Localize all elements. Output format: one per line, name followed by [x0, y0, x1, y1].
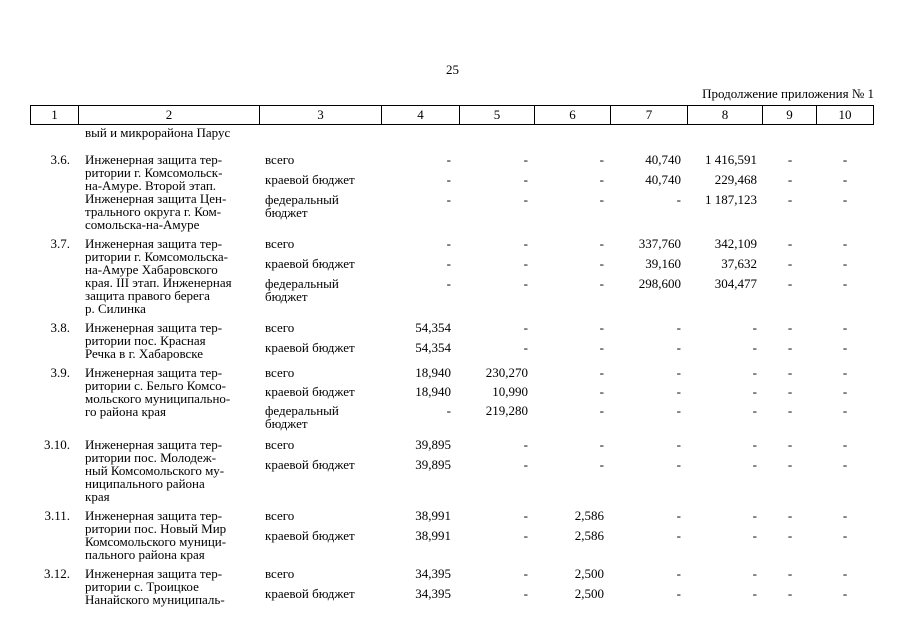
funding-source: бюджет: [265, 416, 308, 431]
amount-cell: -: [842, 586, 848, 601]
amount-cell: -: [599, 403, 604, 418]
amount-cell: 2,586: [574, 508, 604, 523]
event-name-line: Инженерная защита тер-: [85, 566, 223, 581]
column-header: 3: [260, 106, 382, 125]
amount-cell: 219,280: [485, 403, 528, 418]
amount-cell: -: [676, 403, 681, 418]
amount-cell: 10,990: [492, 384, 528, 399]
amount-cell: 1 416,591: [705, 152, 757, 167]
amount-cell: -: [842, 320, 848, 335]
amount-cell: -: [752, 384, 757, 399]
amount-cell: -: [676, 437, 681, 452]
funding-source: федеральный: [265, 276, 339, 291]
event-name-line: ритории пос. Новый Мир: [85, 521, 227, 536]
amount-cell: 2,500: [574, 586, 604, 601]
amount-cell: -: [676, 528, 681, 543]
amount-cell: -: [842, 365, 848, 380]
amount-cell: -: [842, 256, 848, 271]
funding-source: краевой бюджет: [265, 586, 355, 601]
amount-cell: -: [523, 566, 528, 581]
event-name-line: на-Амуре Хабаровского: [85, 262, 218, 277]
amount-cell: 229,468: [714, 172, 757, 187]
amount-cell: -: [752, 437, 757, 452]
event-name-line: Инженерная защита Цен-: [85, 191, 227, 206]
amount-cell: -: [752, 365, 757, 380]
funding-source: всего: [265, 566, 295, 581]
funding-source: краевой бюджет: [265, 384, 355, 399]
amount-cell: 2,500: [574, 566, 604, 581]
amount-cell: -: [523, 172, 528, 187]
amount-cell: -: [787, 457, 793, 472]
row-number: 3.9.: [50, 365, 70, 380]
amount-cell: -: [787, 172, 793, 187]
row-number: 3.7.: [50, 236, 70, 251]
column-header-row: [30, 105, 874, 125]
amount-cell: 54,354: [415, 320, 451, 335]
amount-cell: -: [523, 256, 528, 271]
event-name-line: Нанайского муниципаль-: [85, 592, 225, 607]
amount-cell: -: [676, 566, 681, 581]
column-header: 7: [611, 106, 688, 125]
amount-cell: -: [523, 192, 528, 207]
amount-cell: -: [523, 437, 528, 452]
amount-cell: -: [787, 566, 793, 581]
amount-cell: -: [842, 236, 848, 251]
funding-source: краевой бюджет: [265, 340, 355, 355]
event-name-line: Инженерная защита тер-: [85, 508, 223, 523]
amount-cell: -: [446, 403, 451, 418]
amount-cell: 37,632: [721, 256, 757, 271]
event-name-line: Инженерная защита тер-: [85, 320, 223, 335]
funding-source: всего: [265, 320, 295, 335]
event-name-line: пального района края: [85, 547, 205, 562]
continuation-note: Продолжение приложения № 1: [702, 86, 874, 101]
event-name-line: Инженерная защита тер-: [85, 152, 223, 167]
amount-cell: 2,586: [574, 528, 604, 543]
amount-cell: -: [599, 437, 604, 452]
amount-cell: -: [787, 365, 793, 380]
amount-cell: -: [523, 457, 528, 472]
amount-cell: -: [599, 172, 604, 187]
amount-cell: -: [787, 320, 793, 335]
amount-cell: -: [842, 152, 848, 167]
amount-cell: -: [752, 457, 757, 472]
amount-cell: -: [523, 586, 528, 601]
amount-cell: -: [787, 403, 793, 418]
event-name-line: на-Амуре. Второй этап.: [85, 178, 217, 193]
amount-cell: -: [599, 320, 604, 335]
funding-source: всего: [265, 437, 295, 452]
event-name-line: Инженерная защита тер-: [85, 437, 223, 452]
amount-cell: -: [523, 320, 528, 335]
amount-cell: -: [787, 528, 793, 543]
event-name-line: ниципального района: [85, 476, 205, 491]
event-name-line: ритории с. Троицкое: [85, 579, 199, 594]
amount-cell: -: [787, 256, 793, 271]
event-name-line: р. Силинка: [85, 301, 146, 316]
event-name-line: ритории с. Бельго Комсо-: [85, 378, 226, 393]
amount-cell: 230,270: [485, 365, 528, 380]
amount-cell: -: [523, 152, 528, 167]
amount-cell: -: [599, 192, 604, 207]
column-header: 2: [79, 106, 260, 125]
amount-cell: 38,991: [415, 508, 451, 523]
funding-source: краевой бюджет: [265, 457, 355, 472]
event-name-line: ритории г. Комсомольск-: [85, 165, 223, 180]
amount-cell: -: [676, 320, 681, 335]
amount-cell: -: [787, 340, 793, 355]
event-name-line: ный Комсомольского му-: [85, 463, 225, 478]
amount-cell: -: [842, 528, 848, 543]
amount-cell: -: [599, 457, 604, 472]
amount-cell: -: [752, 320, 757, 335]
amount-cell: -: [842, 384, 848, 399]
amount-cell: 34,395: [415, 566, 451, 581]
amount-cell: -: [676, 384, 681, 399]
amount-cell: -: [752, 508, 757, 523]
amount-cell: 18,940: [415, 384, 451, 399]
amount-cell: -: [676, 340, 681, 355]
amount-cell: 38,991: [415, 528, 451, 543]
funding-source: федеральный: [265, 403, 339, 418]
amount-cell: 40,740: [645, 172, 681, 187]
event-name-line: сомольска-на-Амуре: [85, 217, 200, 232]
event-name-line: го района края: [85, 404, 167, 419]
amount-cell: -: [523, 340, 528, 355]
event-name-line: ритории пос. Красная: [85, 333, 206, 348]
row-number: 3.11.: [44, 508, 70, 523]
amount-cell: -: [523, 528, 528, 543]
funding-source: всего: [265, 508, 295, 523]
amount-cell: -: [842, 403, 848, 418]
amount-cell: -: [842, 192, 848, 207]
amount-cell: -: [842, 276, 848, 291]
funding-source: краевой бюджет: [265, 172, 355, 187]
amount-cell: 1 187,123: [705, 192, 757, 207]
page-number: 25: [446, 62, 459, 77]
amount-cell: -: [676, 508, 681, 523]
row-number: 3.10.: [44, 437, 70, 452]
funding-source: бюджет: [265, 205, 308, 220]
column-header: 4: [382, 106, 460, 125]
amount-cell: -: [676, 192, 681, 207]
amount-cell: 18,940: [415, 365, 451, 380]
amount-cell: -: [842, 172, 848, 187]
row-number: 3.8.: [50, 320, 70, 335]
event-name-line: ритории пос. Молодеж-: [85, 450, 217, 465]
amount-cell: -: [787, 236, 793, 251]
amount-cell: -: [599, 256, 604, 271]
amount-cell: -: [787, 152, 793, 167]
amount-cell: 39,895: [415, 437, 451, 452]
funding-source: краевой бюджет: [265, 256, 355, 271]
amount-cell: -: [676, 365, 681, 380]
amount-cell: -: [523, 276, 528, 291]
amount-cell: -: [842, 566, 848, 581]
amount-cell: 337,760: [638, 236, 681, 251]
amount-cell: 298,600: [638, 276, 681, 291]
column-header: 6: [535, 106, 611, 125]
column-header: 1: [31, 106, 79, 125]
amount-cell: 54,354: [415, 340, 451, 355]
funding-source: всего: [265, 152, 295, 167]
amount-cell: -: [787, 192, 793, 207]
event-name-line: мольского муниципально-: [85, 391, 231, 406]
amount-cell: -: [787, 586, 793, 601]
amount-cell: -: [787, 384, 793, 399]
amount-cell: -: [523, 508, 528, 523]
amount-cell: 39,895: [415, 457, 451, 472]
amount-cell: 39,160: [645, 256, 681, 271]
funding-source: бюджет: [265, 289, 308, 304]
event-name-line: Речка в г. Хабаровске: [85, 346, 204, 361]
amount-cell: -: [599, 276, 604, 291]
amount-cell: -: [752, 586, 757, 601]
row-number: 3.6.: [50, 152, 70, 167]
event-name-line: края: [85, 489, 110, 504]
amount-cell: 342,109: [714, 236, 757, 251]
amount-cell: -: [752, 340, 757, 355]
funding-source: краевой бюджет: [265, 528, 355, 543]
amount-cell: -: [446, 172, 451, 187]
amount-cell: -: [842, 437, 848, 452]
amount-cell: 304,477: [714, 276, 757, 291]
event-name-line: края. III этап. Инженерная: [85, 275, 232, 290]
amount-cell: -: [599, 384, 604, 399]
amount-cell: -: [842, 340, 848, 355]
amount-cell: -: [446, 276, 451, 291]
continued-name-fragment: вый и микрорайона Парус: [85, 125, 231, 140]
amount-cell: -: [752, 403, 757, 418]
amount-cell: -: [752, 566, 757, 581]
column-header: 9: [763, 106, 817, 125]
funding-source: всего: [265, 236, 295, 251]
amount-cell: -: [842, 508, 848, 523]
amount-cell: -: [676, 457, 681, 472]
event-name-line: Инженерная защита тер-: [85, 365, 223, 380]
amount-cell: 34,395: [415, 586, 451, 601]
amount-cell: -: [523, 236, 528, 251]
amount-cell: -: [446, 192, 451, 207]
amount-cell: -: [599, 152, 604, 167]
amount-cell: -: [446, 152, 451, 167]
amount-cell: -: [599, 236, 604, 251]
event-name-line: ритории г. Комсомольска-: [85, 249, 228, 264]
amount-cell: -: [787, 508, 793, 523]
amount-cell: -: [842, 457, 848, 472]
column-header: 10: [817, 106, 874, 125]
column-header: 5: [460, 106, 535, 125]
funding-source: федеральный: [265, 192, 339, 207]
amount-cell: -: [676, 586, 681, 601]
event-name-line: трального округа г. Ком-: [85, 204, 222, 219]
event-name-line: Инженерная защита тер-: [85, 236, 223, 251]
amount-cell: -: [787, 437, 793, 452]
amount-cell: -: [446, 256, 451, 271]
row-number: 3.12.: [44, 566, 70, 581]
column-header: 8: [688, 106, 763, 125]
event-name-line: защита правого берега: [85, 288, 210, 303]
amount-cell: -: [599, 365, 604, 380]
amount-cell: 40,740: [645, 152, 681, 167]
event-name-line: Комсомольского муници-: [85, 534, 227, 549]
amount-cell: -: [752, 528, 757, 543]
amount-cell: -: [787, 276, 793, 291]
amount-cell: -: [599, 340, 604, 355]
funding-source: всего: [265, 365, 295, 380]
amount-cell: -: [446, 236, 451, 251]
